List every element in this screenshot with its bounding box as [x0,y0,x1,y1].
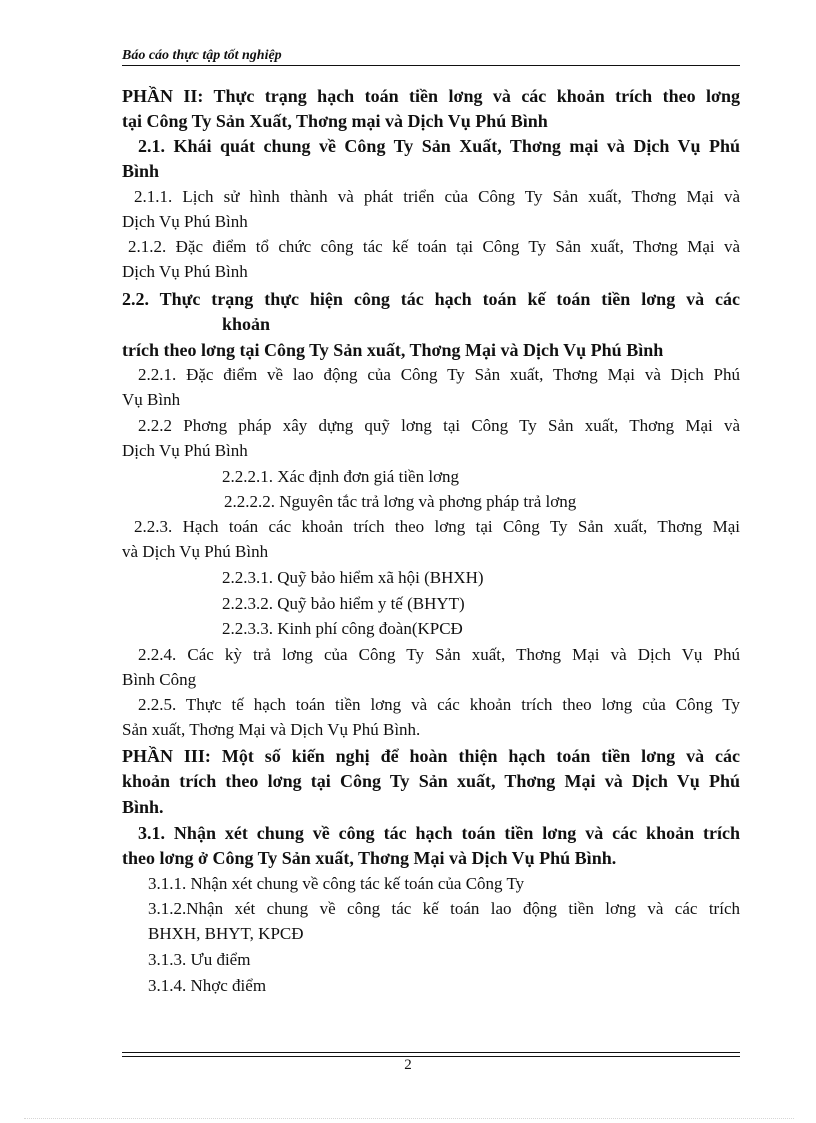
toc-2-2-1-cont: Vụ Bình [122,390,181,409]
running-header: Báo cáo thực tập tốt nghiệp [122,48,282,63]
toc-2-2-2: 2.2.2 Phơng pháp xây dựng quỹ lơng tại Công Ty Sản xuất, Thơng Mại và [138,416,740,435]
page-number: 2 [404,1057,412,1073]
toc-2-2-3: 2.2.3. Hạch toán các khoản trích theo lơng tại Công Ty Sản xuất, Thơng Mại [134,517,740,536]
toc-part-iii-heading-cont2: Bình. [122,797,164,817]
page-edge-dotted-line [24,1118,794,1119]
toc-2-2-heading-cont2: trích theo lơng tại Công Ty Sản xuất, Thơng Mại và Dịch Vụ Phú Bình [122,340,664,360]
toc-3-1-2: 3.1.2.Nhận xét chung về công tác kế toán lao động tiền lơng và các trích [148,899,740,918]
footer-rule-top [122,1052,740,1053]
toc-2-2-5-cont: Sản xuất, Thơng Mại và Dịch Vụ Phú Bình. [122,720,421,739]
toc-part-ii-heading: PHẦN II: Thực trạng hạch toán tiền lơng và các khoản trích theo lơng [122,86,740,106]
toc-2-1-heading: 2.1. Khái quát chung về Công Ty Sản Xuất, Thơng mại và Dịch Vụ Phú [138,136,740,156]
toc-3-1-heading-cont: theo lơng ở Công Ty Sản xuất, Thơng Mại và Dịch Vụ Phú Bình. [122,848,617,868]
toc-2-2-2-1: 2.2.2.1. Xác định đơn giá tiền lơng [222,467,460,486]
toc-2-1-2-cont: Dịch Vụ Phú Bình [122,262,248,281]
toc-3-1-3: 3.1.3. Ưu điểm [148,950,251,969]
toc-2-2-4: 2.2.4. Các kỳ trả lơng của Công Ty Sản xuất, Thơng Mại và Dịch Vụ Phú [138,645,740,664]
toc-2-1-2: 2.1.2. Đặc điểm tổ chức công tác kế toán tại Công Ty Sản xuất, Thơng Mại và [128,237,740,256]
toc-3-1-4: 3.1.4. Nhợc điểm [148,976,267,995]
toc-2-2-heading: 2.2. Thực trạng thực hiện công tác hạch toán kế toán tiền lơng và các [122,289,740,309]
toc-2-2-3-3: 2.2.3.3. Kinh phí công đoàn(KPCĐ [222,619,463,638]
toc-part-iii-heading-cont: khoản trích theo lơng tại Công Ty Sản xuất, Thơng Mại và Dịch Vụ Phú [122,771,740,791]
toc-3-1-1: 3.1.1. Nhận xét chung về công tác kế toán của Công Ty [148,874,525,893]
toc-2-2-3-cont: và Dịch Vụ Phú Bình [122,542,269,561]
toc-part-iii-heading: PHẦN III: Một số kiến nghị để hoàn thiện hạch toán tiền lơng và các [122,746,740,766]
toc-3-1-heading: 3.1. Nhận xét chung về công tác hạch toán tiền lơng và các khoản trích [138,823,740,843]
toc-2-1-1: 2.1.1. Lịch sử hình thành và phát triển của Công Ty Sản xuất, Thơng Mại và [134,187,740,206]
toc-2-2-heading-cont: khoản [222,314,271,334]
toc-2-2-2-cont: Dịch Vụ Phú Bình [122,441,248,460]
toc-part-ii-heading-cont: tại Công Ty Sản Xuất, Thơng mại và Dịch Vụ Phú Bình [122,111,548,131]
toc-2-2-1: 2.2.1. Đặc điểm về lao động của Công Ty Sản xuất, Thơng Mại và Dịch Phú [138,365,740,384]
toc-3-1-2-cont: BHXH, BHYT, KPCĐ [148,924,304,943]
toc-2-2-2-2: 2.2.2.2. Nguyên tắc trả lơng và phơng pháp trả lơng [224,492,577,511]
header-rule [122,65,740,66]
toc-2-1-1-cont: Dịch Vụ Phú Bình [122,212,248,231]
toc-2-1-heading-cont: Bình [122,161,160,181]
toc-2-2-4-cont: Bình Công [122,670,197,689]
toc-2-2-3-2: 2.2.3.2. Quỹ bảo hiểm y tế (BHYT) [222,594,465,613]
toc-2-2-5: 2.2.5. Thực tế hạch toán tiền lơng và các khoản trích theo lơng của Công Ty [138,695,740,714]
toc-2-2-3-1: 2.2.3.1. Quỹ bảo hiểm xã hội (BHXH) [222,568,484,587]
